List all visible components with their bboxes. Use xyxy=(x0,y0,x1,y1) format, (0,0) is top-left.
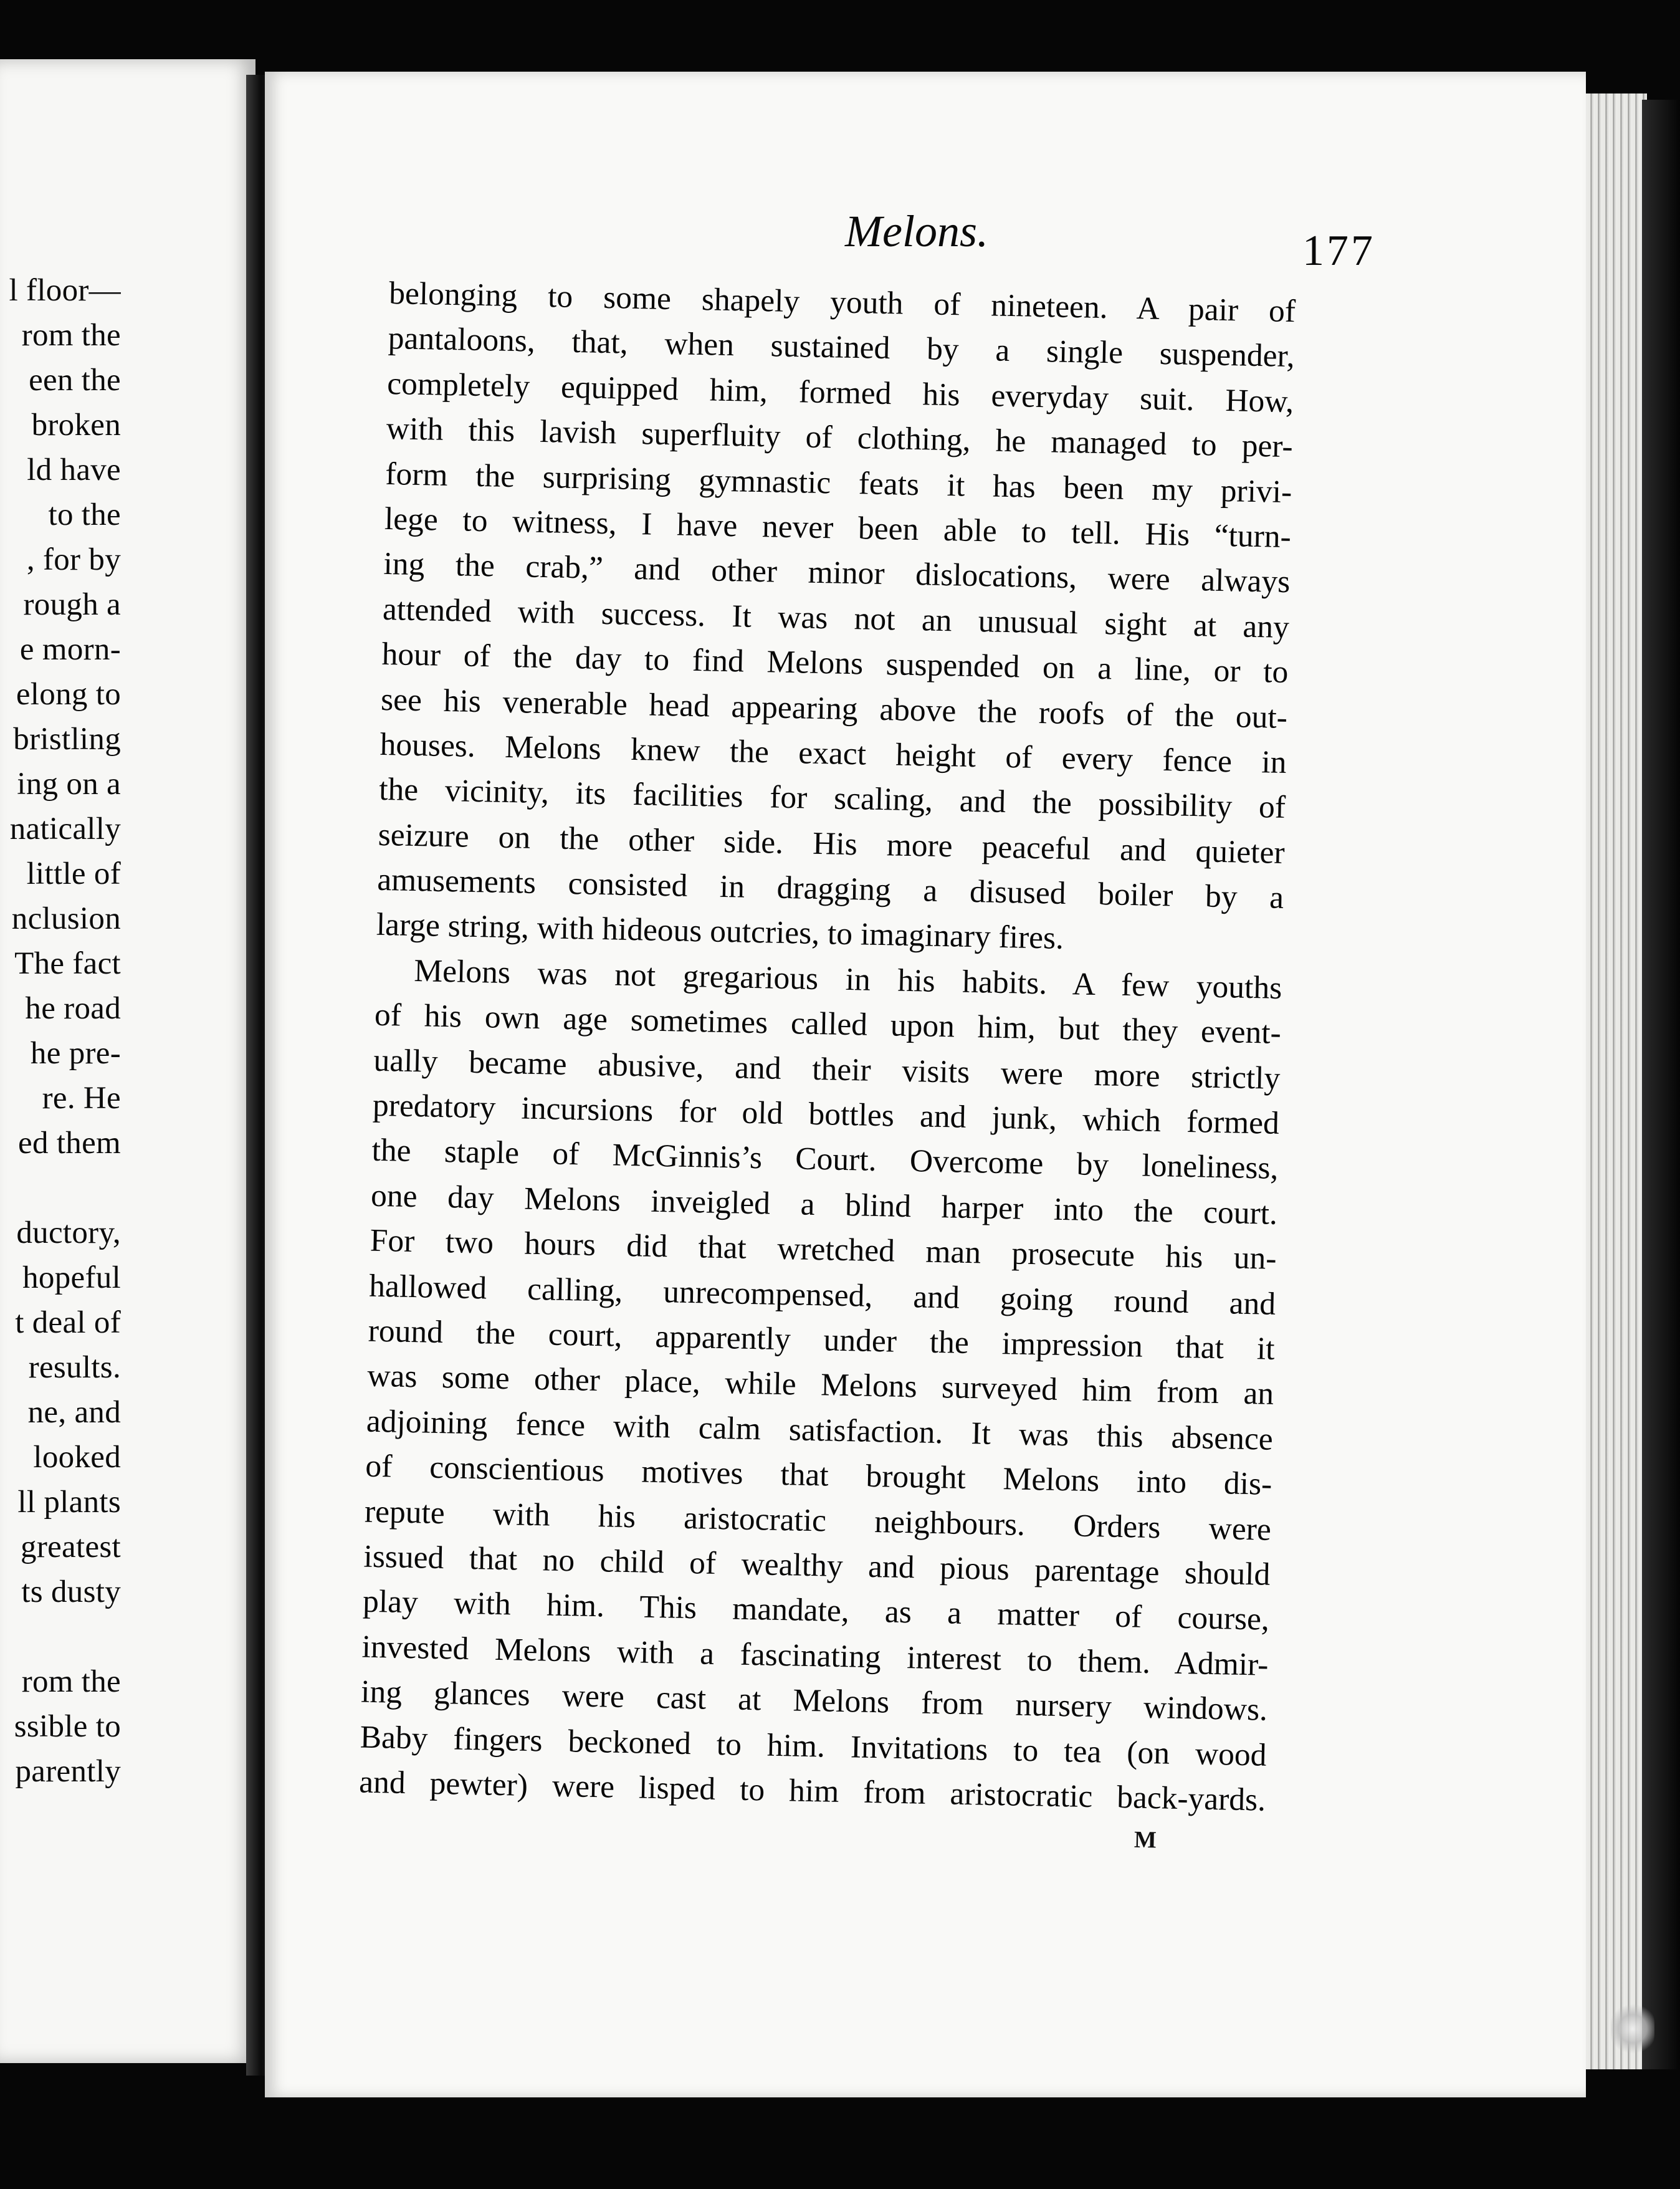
text-line: issued that no child of wealthy and pious parentage should xyxy=(363,1538,1271,1593)
text-line: pantaloons, that, when sustained by a single suspender, xyxy=(388,320,1296,375)
text-line: Baby fingers beckoned to him. Invitations to tea (on wood xyxy=(360,1719,1267,1773)
page-number: 177 xyxy=(1302,227,1375,275)
body-text xyxy=(359,271,1296,1823)
text-line: lege to witness, I have never been able to tell. His “turn- xyxy=(384,501,1292,555)
text-line: belonging to some shapely youth of nineteen. A pair of xyxy=(388,275,1296,330)
text-line: see his venerable head appearing above the roofs of the out- xyxy=(380,681,1288,735)
text-line: round the court, apparently under the impression that it xyxy=(368,1313,1276,1367)
text-line: ing glances were cast at Melons from nursery windows. xyxy=(360,1674,1268,1728)
text-line: seizure on the other side. His more peaceful and quieter xyxy=(378,817,1286,871)
left-line: een the xyxy=(29,363,121,398)
right-page xyxy=(265,72,1586,2097)
left-line: ductory, xyxy=(16,1215,121,1250)
signature-mark: M xyxy=(1134,1826,1157,1854)
left-line: ing on a xyxy=(17,767,121,802)
left-line: bristling xyxy=(13,722,121,757)
scan-artifact xyxy=(1611,2001,1654,2057)
left-line: to the xyxy=(48,497,121,532)
text-line: ing the crab,” and other minor dislocations, were always xyxy=(383,546,1291,600)
text-line: large string, with hideous outcries, to imaginary fires. xyxy=(376,907,1064,957)
left-line: natically xyxy=(9,812,121,846)
left-line: e morn- xyxy=(19,632,121,667)
left-line: ed them xyxy=(18,1126,121,1161)
text-line: completely equipped him, formed his everyday suit. How, xyxy=(386,365,1294,419)
text-line: and pewter) were lisped to him from aristocratic back-yards. xyxy=(358,1764,1266,1818)
left-line: ts dusty xyxy=(21,1574,121,1609)
text-line: attended with success. It was not an unusual sight at any xyxy=(382,591,1290,645)
text-line: of his own age sometimes called upon him, but they event- xyxy=(374,997,1282,1051)
text-line: was some other place, while Melons surveyed him from an xyxy=(366,1358,1274,1412)
left-paragraph-gap xyxy=(0,1166,121,1210)
text-line: the staple of McGinnis’s Court. Overcome by loneliness, xyxy=(371,1133,1279,1187)
left-line: hopeful xyxy=(22,1260,121,1295)
left-line: ne, and xyxy=(27,1395,121,1430)
text-line: predatory incursions for old bottles and junk, which formed xyxy=(372,1087,1280,1141)
left-line: he pre- xyxy=(30,1036,121,1071)
left-line: re. He xyxy=(42,1081,121,1116)
left-line: rough a xyxy=(23,587,121,622)
text-line: of conscientious motives that brought Melons into dis- xyxy=(365,1448,1272,1502)
text-line: form the surprising gymnastic feats it has been my privi- xyxy=(384,456,1292,510)
left-line: rom the xyxy=(21,318,121,353)
text-line: the vicinity, its facilities for scaling, and the possibility of xyxy=(378,772,1286,826)
text-line: one day Melons inveigled a blind harper into the court. xyxy=(370,1177,1278,1232)
text-line: play with him. This mandate, as a matter of course, xyxy=(362,1583,1270,1638)
running-head: Melons. xyxy=(845,206,988,256)
left-line: The fact xyxy=(14,946,121,981)
left-line: parently xyxy=(15,1754,121,1789)
text-line: For two hours did that wretched man prosecute his un- xyxy=(370,1222,1277,1277)
text-line: with this lavish superfluity of clothing, he managed to per- xyxy=(386,411,1294,465)
text-line: Melons was not gregarious in his habits. A few youths xyxy=(413,952,1282,1006)
left-line: elong to xyxy=(16,677,121,712)
left-line: ld have xyxy=(27,453,121,487)
left-line: , for by xyxy=(26,542,121,577)
left-page-text-fragments xyxy=(0,268,121,1794)
left-paragraph-gap xyxy=(0,1614,121,1659)
text-line: hallowed calling, unrecompensed, and going round and xyxy=(368,1268,1276,1322)
text-line: adjoining fence with calm satisfaction. It was this absence xyxy=(366,1403,1274,1457)
text-line: amusements consisted in dragging a disused boiler by a xyxy=(376,861,1284,916)
text-line: ually became abusive, and their visits were more strictly xyxy=(373,1042,1281,1096)
left-line: nclusion xyxy=(11,901,121,936)
left-line: he road xyxy=(25,991,121,1026)
left-line: ssible to xyxy=(14,1709,121,1744)
left-line: t deal of xyxy=(15,1305,121,1340)
text-line: repute with his aristocratic neighbours. Orders were xyxy=(364,1493,1272,1548)
left-line: ll plants xyxy=(17,1485,121,1520)
left-line: results. xyxy=(28,1350,121,1385)
text-line: hour of the day to find Melons suspended on a line, or to xyxy=(381,636,1289,691)
book-edge-shadow xyxy=(1642,100,1680,2069)
left-line: little of xyxy=(26,856,121,891)
left-line: looked xyxy=(33,1440,121,1475)
left-page xyxy=(0,59,255,2063)
left-line: rom the xyxy=(21,1664,121,1699)
left-line: greatest xyxy=(21,1530,121,1564)
left-line: l floor— xyxy=(9,273,121,308)
left-line: broken xyxy=(31,408,121,443)
text-line: houses. Melons knew the exact height of every fence in xyxy=(379,726,1287,780)
text-line: invested Melons with a fascinating interest to them. Admir- xyxy=(361,1629,1269,1683)
